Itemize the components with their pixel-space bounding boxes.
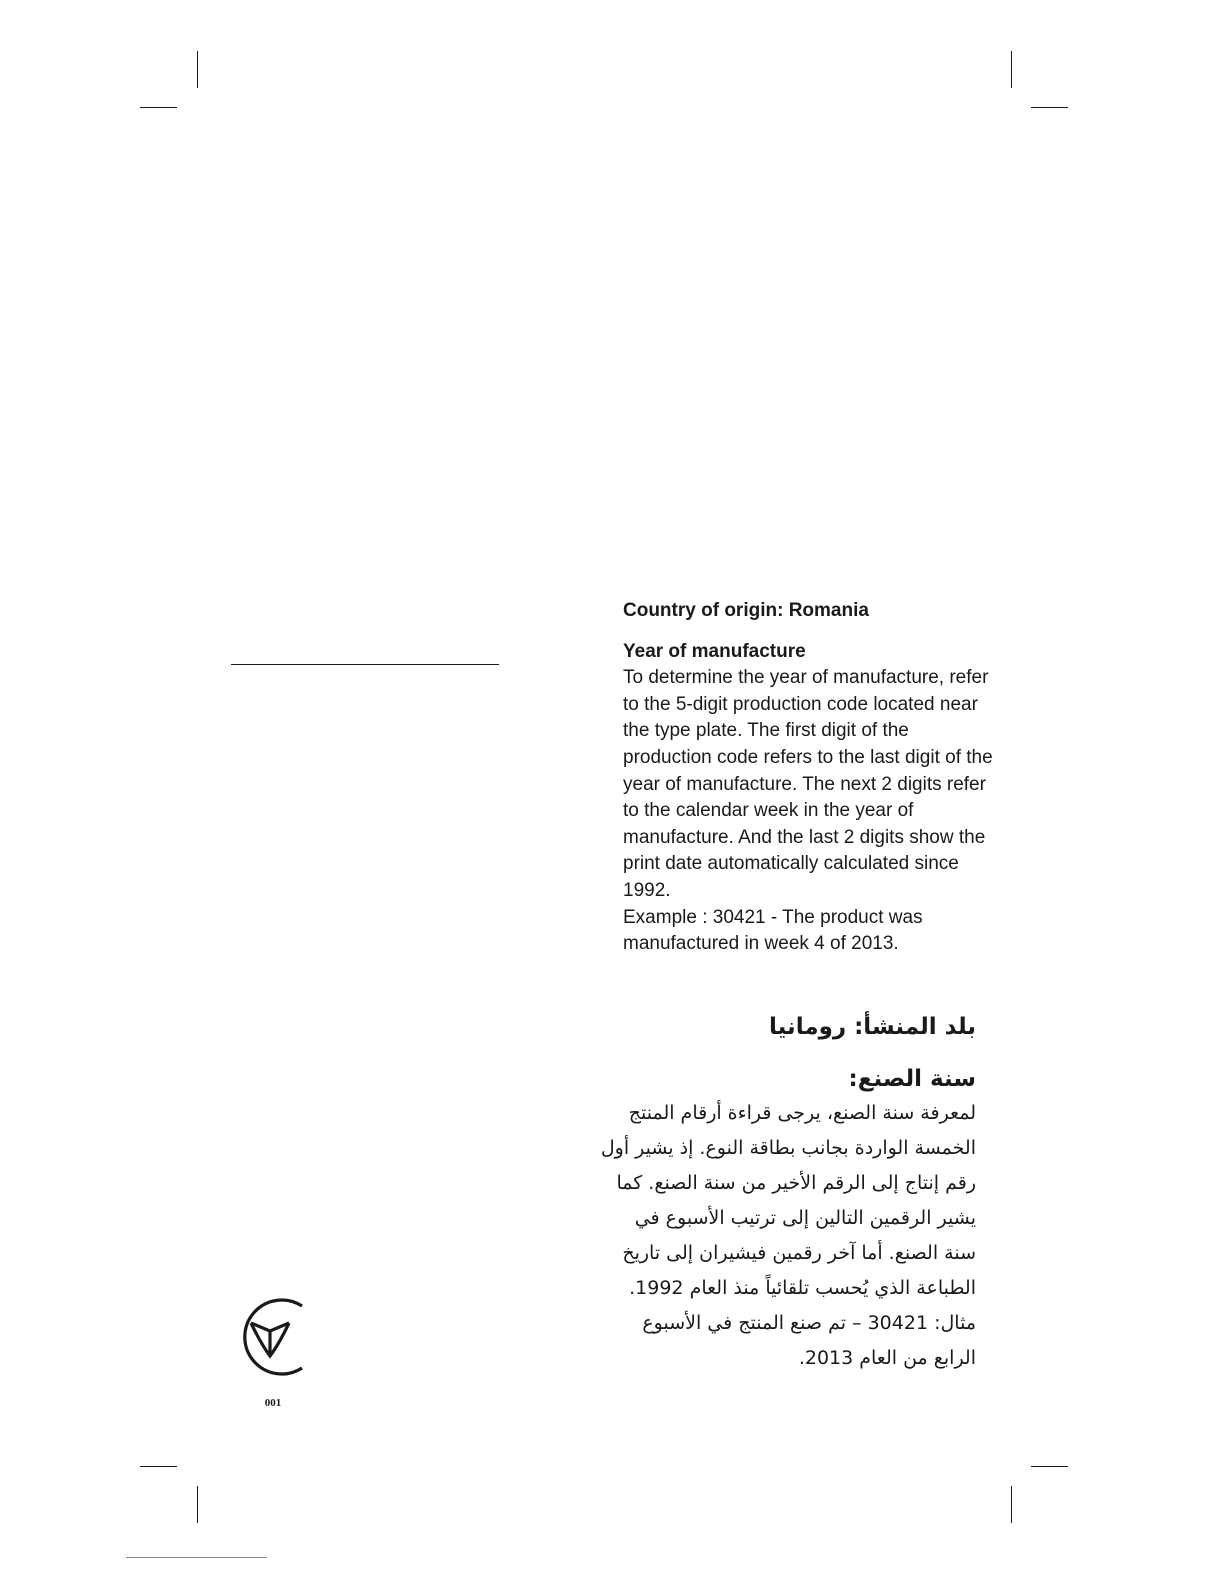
crop-mark-top-left-horizontal <box>140 107 177 108</box>
arabic-section <box>600 1010 976 1376</box>
year-of-manufacture-body: To determine the year of manufacture, refer to the 5-digit production code located near the type plate. The first digit of the production code refers to the last digit of the year of manufacture. The next 2 digits refer to the calendar week in the year of manufacture. And the last 2 digits show the print date automatically calculated since 1992. <box>623 667 993 901</box>
english-section <box>623 598 993 958</box>
ukrainian-conformity-mark-icon <box>228 1294 310 1380</box>
year-of-manufacture-example: Example : 30421 - The product was manufactured in week 4 of 2013. <box>623 906 923 955</box>
crop-mark-top-right-vertical <box>1011 51 1012 88</box>
divider-rule <box>231 664 499 665</box>
crop-mark-bottom-right-vertical <box>1011 1486 1012 1523</box>
country-of-origin-arabic: بلد المنشأ: رومانيا <box>769 1014 976 1040</box>
country-of-origin: Country of origin: Romania <box>623 600 869 621</box>
crop-mark-bottom-right-horizontal <box>1031 1466 1068 1467</box>
year-of-manufacture-heading: Year of manufacture <box>623 640 806 662</box>
crop-mark-bottom-left-horizontal <box>140 1466 177 1467</box>
crop-mark-top-left-vertical <box>197 51 198 88</box>
certification-code: 001 <box>264 1397 282 1409</box>
year-of-manufacture-heading-arabic: سنة الصنع: <box>848 1066 976 1092</box>
crop-mark-top-right-horizontal <box>1031 107 1068 108</box>
link-underline <box>126 1557 267 1558</box>
year-of-manufacture-body-arabic: لمعرفة سنة الصنع، يرجى قراءة أرقام المنتج الخمسة الواردة بجانب بطاقة النوع. إذ يشير أول رقم إنتاج إلى الرقم الأخير من سنة الصنع. كما يشير الرقمين التالين إلى ترتيب الأسبوع في سنة الصنع. أما آخر رقمين فيشيران إلى تاريخ الطباعة الذي يُحسب تلقائياً منذ العام 1992. مثال: 30421 – تم صنع المنتج في الأسبوع الرابع من العام 2013. <box>600 1102 976 1369</box>
crop-mark-bottom-left-vertical <box>197 1486 198 1523</box>
